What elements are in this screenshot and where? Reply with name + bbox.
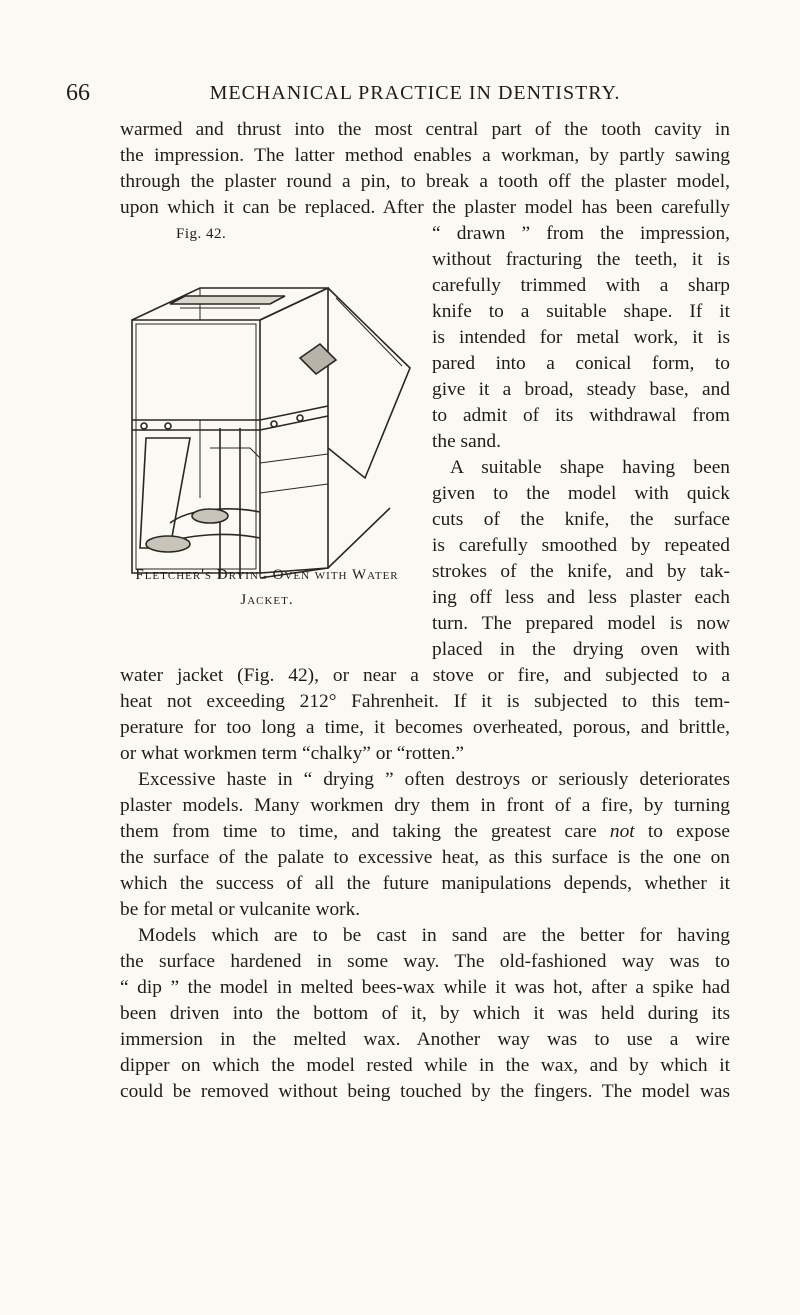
text-line: is intended for metal work, it is xyxy=(432,327,730,348)
text-line: upon which it can be replaced. After the plaster model has been carefully xyxy=(120,197,730,218)
text-line: Excessive haste in “ drying ” often destroys or seriously deteriorates xyxy=(138,769,730,790)
text-line: plaster models. Many workmen dry them in front of a fire, by turning xyxy=(120,795,730,816)
text-line: Models which are to be cast in sand are the better for having xyxy=(138,925,730,946)
text-line: carefully trimmed with a sharp xyxy=(432,275,730,296)
text-line: is carefully smoothed by repeated xyxy=(432,535,730,556)
text-line: strokes of the knife, and by tak- xyxy=(432,561,730,582)
text-line: or what workmen term “chalky” or “rotten.” xyxy=(120,743,465,764)
text-line: the impression. The latter method enables a workman, by partly sawing xyxy=(120,145,730,166)
text-line: perature for too long a time, it becomes overheated, porous, and brittle, xyxy=(120,717,730,738)
text-line: to admit of its withdrawal from xyxy=(432,405,730,426)
text-line: give it a broad, steady base, and xyxy=(432,379,730,400)
text-line: which the success of all the future manipulations depends, whether it xyxy=(120,873,730,894)
text-line: the surface of the palate to excessive heat, as this surface is the one on xyxy=(120,847,730,868)
drying-oven-illustration xyxy=(110,248,420,588)
text-line: ing off less and less plaster each xyxy=(432,587,730,608)
text-line: pared into a conical form, to xyxy=(432,353,730,374)
text-line: be for metal or vulcanite work. xyxy=(120,899,361,920)
text-line: heat not exceeding 212° Fahrenheit. If it is subjected to this tem- xyxy=(120,691,730,712)
page-number: 66 xyxy=(66,80,90,106)
text-line: through the plaster round a pin, to break a tooth off the plaster model, xyxy=(120,171,730,192)
text-line: given to the model with quick xyxy=(432,483,730,504)
text-line: knife to a suitable shape. If it xyxy=(432,301,730,322)
text-line: without fracturing the teeth, it is xyxy=(432,249,730,270)
text-segment: to expose xyxy=(647,821,730,842)
text-line: “ dip ” the model in melted bees-wax while it was hot, after a spike had xyxy=(120,977,730,998)
text-line: immersion in the melted wax. Another way was to use a wire xyxy=(120,1029,730,1050)
text-line: the surface hardened in some way. The old-fashioned way was to xyxy=(120,951,730,972)
text-line: “ drawn ” from the impression, xyxy=(432,223,730,244)
figure-label: Fig. 42. xyxy=(176,226,227,242)
figure-caption: Jacket. xyxy=(240,592,294,608)
text-line: the sand. xyxy=(432,431,501,452)
text-line: dipper on which the model rested while in the wax, and by which it xyxy=(120,1055,730,1076)
emphasis-text: not xyxy=(609,821,635,842)
text-line: could be removed without being touched by the fingers. The model was xyxy=(120,1081,730,1102)
text-segment: them from time to time, and taking the greatest care xyxy=(120,821,597,842)
text-line: cuts of the knife, the surface xyxy=(432,509,730,530)
text-line xyxy=(120,819,730,845)
running-head: MECHANICAL PRACTICE IN DENTISTRY. xyxy=(209,82,621,104)
figure-caption: Fletcher's Drying Oven with Water xyxy=(135,567,399,583)
text-line: A suitable shape having been xyxy=(450,457,730,478)
text-line: been driven into the bottom of it, by which it was held during its xyxy=(120,1003,730,1024)
text-line: warmed and thrust into the most central part of the tooth cavity in xyxy=(120,119,730,140)
text-line: water jacket (Fig. 42), or near a stove or fire, and subjected to a xyxy=(120,665,730,686)
text-line: turn. The prepared model is now xyxy=(432,613,730,634)
text-line: placed in the drying oven with xyxy=(432,639,730,660)
